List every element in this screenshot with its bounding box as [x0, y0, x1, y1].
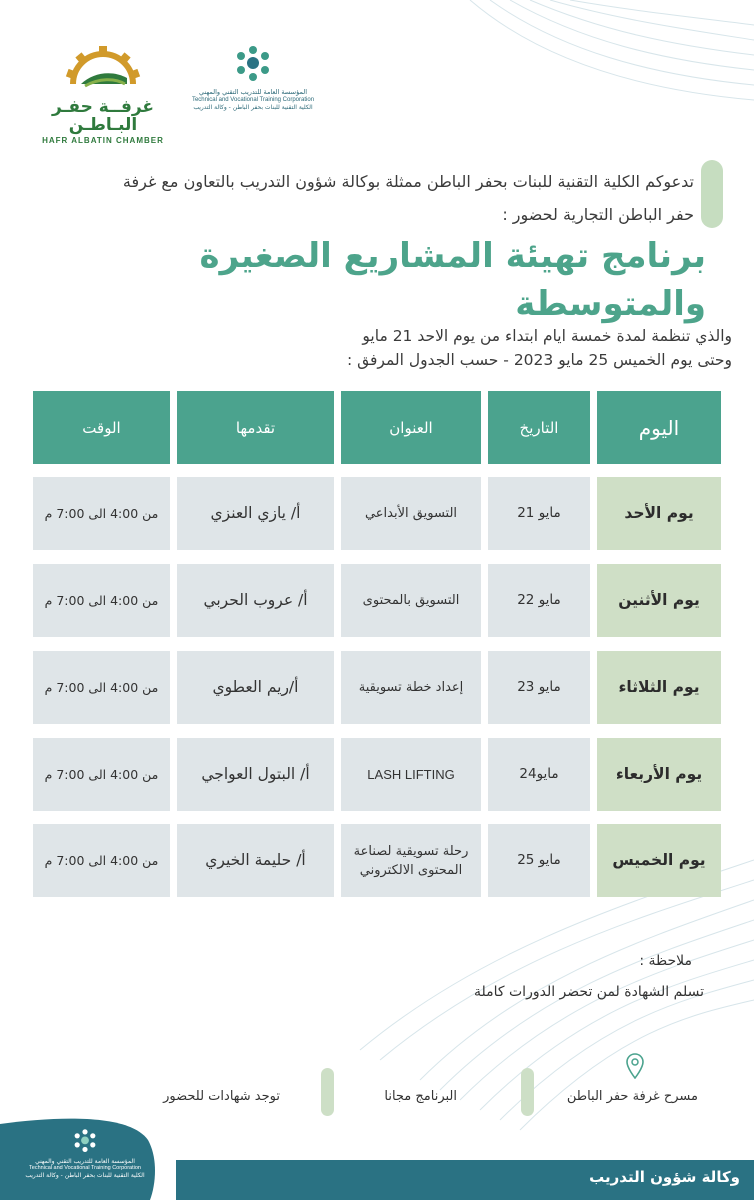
footer-logo	[10, 1128, 160, 1200]
note-text: تسلم الشهادة لمن تحضر الدورات كاملة	[473, 984, 704, 1000]
row-2-presenter: أ/ عروب الحربي	[177, 564, 334, 637]
footer-tvtc-en: Technical and Vocational Training Corporation	[29, 1165, 141, 1171]
tvtc-logo-icon	[233, 44, 273, 84]
footer-tvtc-ar: المؤسسة العامة للتدريب التقني والمهني	[35, 1158, 135, 1165]
tvtc-name-ar: المؤسسة العامة للتدريب التقني والمهني	[198, 88, 308, 96]
row-4-date: مايو24	[488, 738, 590, 811]
intro-accent-bar	[701, 160, 723, 228]
row-4-presenter: أ/ البتول العواجي	[177, 738, 334, 811]
info-separator-2	[321, 1068, 334, 1116]
intro-line-1: تدعوكم الكلية التقنية للبنات بحفر الباطن ممثلة بوكالة شؤون التدريب بالتعاون مع غرفة	[122, 172, 694, 191]
footer-bar	[176, 1160, 754, 1200]
row-1-day: يوم الأحد	[597, 477, 721, 550]
program-dates	[232, 324, 732, 372]
dates-line-2: وحتى يوم الخميس 25 مايو 2023 - حسب الجدول المرفق :	[346, 351, 732, 369]
footer-tvtc-logo-icon	[72, 1128, 98, 1154]
row-3-title: إعداد خطة تسويقية	[341, 651, 481, 724]
info-location: مسرح غرفة حفر الباطن	[566, 1089, 698, 1104]
row-3-time: من 4:00 الى 7:00 م	[33, 651, 170, 724]
row-5-date: مايو 25	[488, 824, 590, 897]
footer-college: الكلية التقنية للبنات بحفر الباطن - وكالة التدريب	[25, 1172, 145, 1179]
chamber-name-en: HAFR ALBATIN CHAMBER	[42, 136, 164, 145]
dates-line-1: والذي تنظمة لمدة خمسة ايام ابتداء من يوم الاحد 21 مايو	[362, 327, 732, 345]
header-presenter: تقدمها	[177, 391, 334, 464]
row-2-date: مايو 22	[488, 564, 590, 637]
info-free: البرنامج مجانا	[384, 1089, 457, 1104]
intro-line-2: حفر الباطن التجارية لحضور :	[502, 205, 694, 224]
header-time: الوقت	[33, 391, 170, 464]
footer-agency-label: وكالة شؤون التدريب	[589, 1168, 740, 1186]
header-title: العنوان	[341, 391, 481, 464]
row-1-presenter: أ/ يازي العنزي	[177, 477, 334, 550]
row-5-title: رحلة تسويقية لصناعة المحتوى الالكتروني	[341, 824, 481, 897]
tvtc-name-en: Technical and Vocational Training Corporation	[191, 97, 315, 103]
tvtc-logo	[178, 44, 328, 130]
row-3-date: مايو 23	[488, 651, 590, 724]
row-2-title: التسويق بالمحتوى	[341, 564, 481, 637]
row-3-presenter: أ/ريم العطوي	[177, 651, 334, 724]
chamber-logo	[28, 44, 178, 145]
header-date: التاريخ	[488, 391, 590, 464]
row-5-time: من 4:00 الى 7:00 م	[33, 824, 170, 897]
intro-text	[34, 165, 694, 231]
row-1-time: من 4:00 الى 7:00 م	[33, 477, 170, 550]
row-4-day: يوم الأربعاء	[597, 738, 721, 811]
row-5-day: يوم الخميس	[597, 824, 721, 897]
row-2-time: من 4:00 الى 7:00 م	[33, 564, 170, 637]
chamber-logo-icon	[63, 44, 143, 92]
row-1-title: التسويق الأبداعي	[341, 477, 481, 550]
tvtc-college: الكلية التقنية للبنات بحفر الباطن - وكالة التدريب	[193, 104, 313, 111]
program-title: برنامج تهيئة المشاريع الصغيرة والمتوسطة	[199, 236, 706, 324]
info-certificates: توجد شهادات للحضور	[163, 1089, 280, 1104]
info-separator-1	[521, 1068, 534, 1116]
row-4-title: LASH LIFTING	[341, 738, 481, 811]
row-1-date: مايو 21	[488, 477, 590, 550]
header-day: اليوم	[597, 391, 721, 464]
row-4-time: من 4:00 الى 7:00 م	[33, 738, 170, 811]
row-5-presenter: أ/ حليمة الخيري	[177, 824, 334, 897]
row-3-day: يوم الثلاثاء	[597, 651, 721, 724]
note-heading: ملاحظة :	[639, 953, 692, 969]
location-pin-icon	[626, 1053, 644, 1079]
row-2-day: يوم الأثنين	[597, 564, 721, 637]
chamber-name-ar: غرفــة حفـر البـاطـن	[51, 97, 155, 135]
